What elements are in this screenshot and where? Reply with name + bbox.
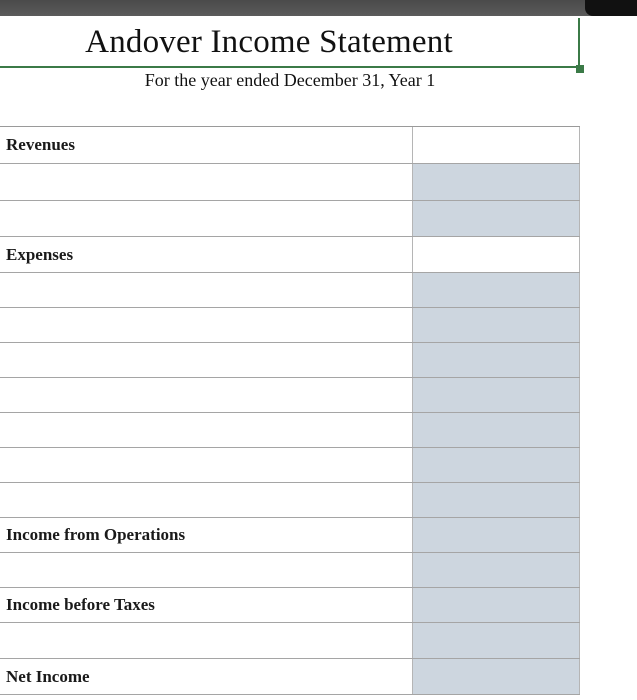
row-label-cell[interactable]	[0, 623, 413, 658]
table-row	[0, 308, 580, 343]
amount-input-cell[interactable]	[413, 623, 580, 658]
amount-input-cell[interactable]	[413, 413, 580, 447]
table-row	[0, 448, 580, 483]
table-row	[0, 378, 580, 413]
row-label-cell[interactable]	[0, 201, 413, 236]
table-row	[0, 483, 580, 518]
row-label-cell[interactable]: Revenues	[0, 127, 413, 163]
amount-input-cell[interactable]	[413, 659, 580, 694]
table-row	[0, 413, 580, 448]
amount-input-cell[interactable]	[413, 127, 580, 163]
amount-input-cell[interactable]	[413, 483, 580, 517]
table-row	[0, 518, 580, 553]
amount-input-cell[interactable]	[413, 237, 580, 272]
row-label-cell[interactable]	[0, 448, 413, 482]
table-row	[0, 237, 580, 273]
table-row	[0, 659, 580, 695]
amount-input-cell[interactable]	[413, 164, 580, 200]
table-row	[0, 623, 580, 659]
app-top-bar	[0, 0, 637, 16]
row-label-cell[interactable]	[0, 413, 413, 447]
amount-input-cell[interactable]	[413, 518, 580, 552]
amount-input-cell[interactable]	[413, 343, 580, 377]
table-row	[0, 201, 580, 237]
row-label-cell[interactable]	[0, 308, 413, 342]
table-row	[0, 164, 580, 201]
table-row	[0, 127, 580, 164]
amount-input-cell[interactable]	[413, 378, 580, 412]
title-cell[interactable]	[0, 18, 580, 68]
row-label-cell[interactable]	[0, 164, 413, 200]
statement-subtitle: For the year ended December 31, Year 1	[144, 70, 436, 90]
amount-input-cell[interactable]	[413, 588, 580, 622]
row-label-cell[interactable]: Income from Operations	[0, 518, 413, 552]
table-row	[0, 343, 580, 378]
table-row	[0, 273, 580, 308]
amount-input-cell[interactable]	[413, 553, 580, 587]
statement-grid	[0, 126, 580, 695]
row-label-cell[interactable]: Net Income	[0, 659, 413, 694]
top-bar-corner	[585, 0, 637, 16]
amount-input-cell[interactable]	[413, 308, 580, 342]
statement-title: Andover Income Statement	[85, 23, 453, 60]
amount-input-cell[interactable]	[413, 448, 580, 482]
row-label-cell[interactable]: Income before Taxes	[0, 588, 413, 622]
amount-input-cell[interactable]	[413, 273, 580, 307]
amount-input-cell[interactable]	[413, 201, 580, 236]
table-row	[0, 588, 580, 623]
row-label-cell[interactable]	[0, 553, 413, 587]
table-row	[0, 553, 580, 588]
row-label-cell[interactable]	[0, 483, 413, 517]
row-label-cell[interactable]	[0, 378, 413, 412]
row-label-cell[interactable]	[0, 273, 413, 307]
row-label-cell[interactable]	[0, 343, 413, 377]
row-label-cell[interactable]: Expenses	[0, 237, 413, 272]
